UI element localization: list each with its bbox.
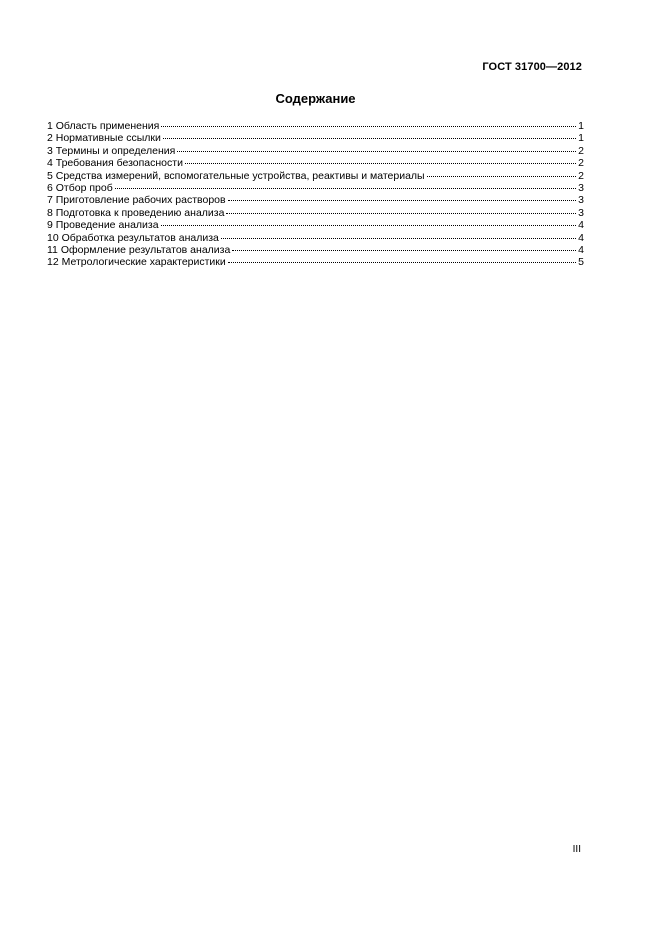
toc-dot-leader (427, 176, 577, 177)
toc-entry-label: 12 Метрологические характеристики (47, 256, 226, 269)
toc-title: Содержание (275, 91, 356, 106)
toc-dot-leader (161, 225, 577, 226)
toc-entry-label: 8 Подготовка к проведению анализа (47, 206, 225, 219)
toc-entry-label: 7 Приготовление рабочих растворов (47, 194, 226, 207)
toc-dot-leader (228, 200, 577, 201)
document-code: ГОСТ 31700—2012 (482, 61, 582, 73)
toc-dot-leader (161, 126, 576, 127)
toc-dot-leader (115, 188, 576, 189)
toc-entry[interactable] (47, 207, 584, 219)
toc-entry[interactable] (47, 256, 584, 268)
toc-entry-page: 3 (578, 206, 584, 219)
toc-entry[interactable] (47, 145, 584, 157)
toc-entry-label: 11 Оформление результатов анализа (47, 244, 231, 257)
toc-entry-page: 3 (578, 182, 584, 195)
toc-entry-label: 1 Область применения (47, 120, 160, 132)
toc-entry-page: 4 (578, 244, 584, 257)
toc-dot-leader (232, 250, 576, 251)
toc-entry-page: 2 (578, 157, 584, 170)
toc-entry-label: 5 Средства измерений, вспомогательные устройства, реактивы и материалы (47, 169, 425, 182)
toc-entry-label: 9 Проведение анализа (47, 219, 159, 232)
toc-entry-page: 5 (578, 256, 584, 269)
page-number: III (572, 844, 581, 855)
toc-entry[interactable] (47, 244, 584, 256)
toc-entry-label: 2 Нормативные ссылки (47, 132, 161, 145)
toc-entry-label: 10 Обработка результатов анализа (47, 231, 219, 244)
toc-dot-leader (228, 262, 576, 263)
toc-entry-label: 3 Термины и определения (47, 144, 176, 157)
toc-dot-leader (221, 238, 576, 239)
toc-dot-leader (177, 151, 576, 152)
toc-entry-page: 4 (578, 231, 584, 244)
toc-entry[interactable] (47, 219, 584, 231)
toc-entry-page: 1 (578, 132, 584, 145)
table-of-contents (47, 120, 584, 269)
toc-dot-leader (226, 213, 576, 214)
toc-entry[interactable] (47, 120, 584, 132)
toc-entry[interactable] (47, 232, 584, 244)
toc-entry-label: 6 Отбор проб (47, 182, 113, 195)
toc-entry[interactable] (47, 157, 584, 169)
toc-entry[interactable] (47, 194, 584, 206)
toc-entry[interactable] (47, 182, 584, 194)
toc-entry[interactable] (47, 132, 584, 144)
toc-dot-leader (185, 163, 576, 164)
toc-entry[interactable] (47, 170, 584, 182)
toc-entry-page: 1 (578, 120, 584, 132)
toc-entry-page: 2 (578, 144, 584, 157)
toc-entry-label: 4 Требования безопасности (47, 157, 183, 170)
toc-dot-leader (163, 138, 576, 139)
toc-entry-page: 4 (578, 219, 584, 232)
toc-entry-page: 2 (578, 169, 584, 182)
toc-entry-page: 3 (578, 194, 584, 207)
